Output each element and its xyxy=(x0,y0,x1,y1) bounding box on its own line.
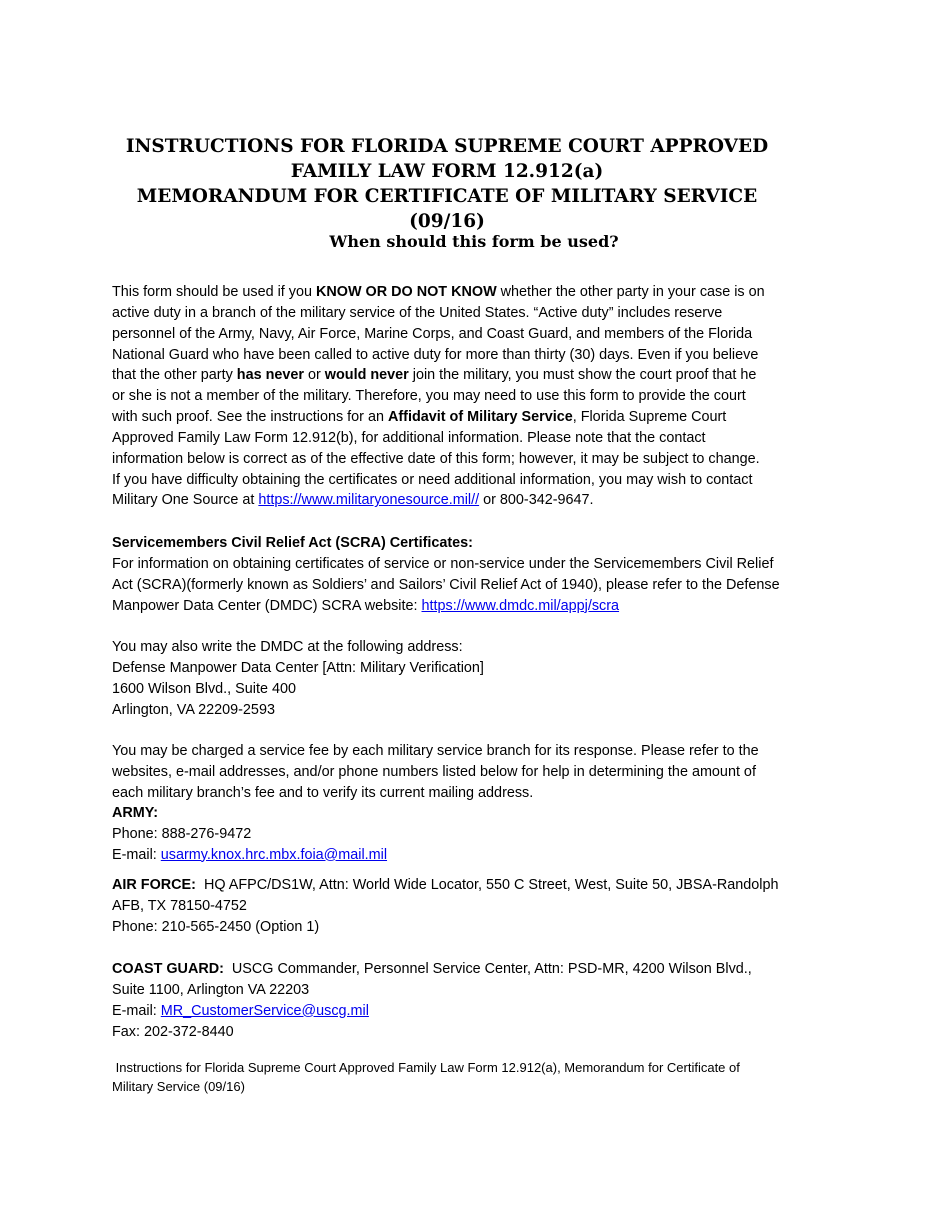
scra-section: Servicemembers Civil Relief Act (SCRA) Certificates: For information on obtaining certificates of service or non-service under the Servicemembers Civil Relief Act (SCRA)(formerly known as Soldiers’ and Sailors’ Civil Relief Act of 1940), please refer to the Defense Manpower Data Center (DMDC) SCRA website: https://www.dmdc.mil/appj/scra xyxy=(112,535,780,614)
page-subtitle: MEMORANDUM FOR CERTIFICATE OF MILITARY SERVICE (09/16) xyxy=(136,186,758,232)
page-footer: Instructions for Florida Supreme Court Approved Family Law Form 12.912(a), Memorandum for Certificate of Military Service (09/16) xyxy=(112,1060,740,1094)
coast-guard-email-link[interactable]: MR_CustomerService@uscg.mil xyxy=(160,1002,369,1019)
air-force-contact: AIR FORCE: HQ AFPC/DS1W, Attn: World Wide Locator, 550 C Street, West, Suite 50, JBSA-Randolph AFB, TX 78150-4752 Phone: 210-565-2450 (Option 1) xyxy=(112,877,779,935)
coast-guard-label: COAST GUARD: xyxy=(112,961,224,977)
fees-paragraph: You may be charged a service fee by each military service branch for its response. Please refer to the websites, e-mail addresses, and/or phone numbers listed below for help in determining the amount of each military branch’s fee and to verify its current mailing address. xyxy=(112,743,759,801)
air-force-label: AIR FORCE: xyxy=(112,877,196,893)
army-contact: ARMY: Phone: 888-276-9472 E-mail: usarmy.knox.hrc.mbx.foia@mail.mil xyxy=(112,805,388,863)
scra-heading: Servicemembers Civil Relief Act (SCRA) Certificates: xyxy=(112,535,473,551)
section-heading: When should this form be used? xyxy=(329,232,619,251)
dmdc-scra-link[interactable]: https://www.dmdc.mil/appj/scra xyxy=(421,597,620,614)
coast-guard-contact: COAST GUARD: USCG Commander, Personnel Service Center, Attn: PSD-MR, 4200 Wilson Blvd., Suite 1100, Arlington VA 22203 E-mail: MR_CustomerService@uscg.mil Fax: 202-372-8440 xyxy=(112,961,752,1040)
dmdc-address: You may also write the DMDC at the following address: Defense Manpower Data Center [Attn: Military Verification] 1600 Wilson Blvd., Suite 400 Arlington, VA 22209-2593 xyxy=(112,639,484,718)
army-label: ARMY: xyxy=(112,805,159,821)
army-email-link[interactable]: usarmy.knox.hrc.mbx.foia@mail.mil xyxy=(160,846,388,863)
page-title: INSTRUCTIONS FOR FLORIDA SUPREME COURT APPROVED FAMILY LAW FORM 12.912(a) xyxy=(125,136,769,182)
intro-paragraph: This form should be used if you KNOW OR DO NOT KNOW whether the other party in your case is on active duty in a branch of the military service of the United States. “Active duty” includes reserve personnel of the Army, Navy, Air Force, Marine Corps, and Coast Guard, and members of the Florida National Guard who have been called to active duty for more than thirty (30) days. Even if you believe that the other party has never or would never join the military, you must show the court proof that he or she is not a member of the military. Therefore, you may need to use this form to provide the court with such proof. See the instructions for an Affidavit of Military Service, Florida Supreme Court Approved Family Law Form 12.912(b), for additional information. Please note that the contact information below is correct as of the effective date of this form; however, it may be subject to change. If you have difficulty obtaining the certificates or need additional information, you may wish to contact Military One Source at https://www.militaryonesource.mil// or 800-342-9647. xyxy=(112,284,765,509)
military-onesource-link[interactable]: https://www.militaryonesource.mil// xyxy=(258,492,480,509)
